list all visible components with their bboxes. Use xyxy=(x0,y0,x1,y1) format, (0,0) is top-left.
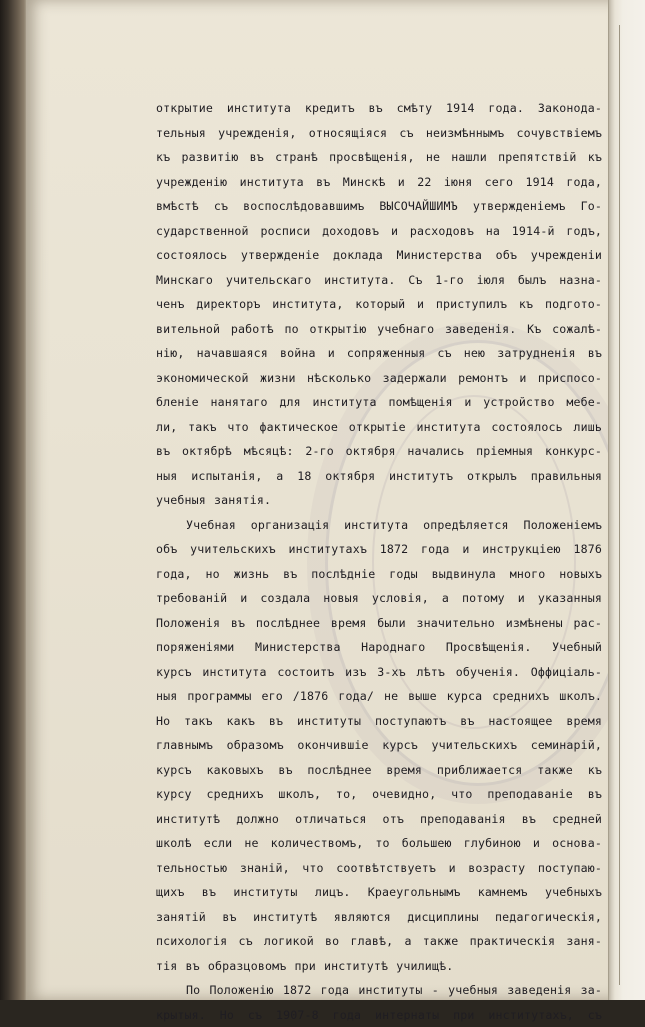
text-line: вмѣстѣ съ воспослѣдовавшимъ ВЫСОЧАЙШИМЪ утвержденіемъ Го- xyxy=(156,194,602,219)
text-line: бленіе нанятаго для института помѣщенія и устройство мебе- xyxy=(156,390,602,415)
text-line: главнымъ образомъ окончившіе курсъ учительскихъ семинарій, xyxy=(156,733,602,758)
text-line: тельныя учрежденія, относящіяся съ неизмѣннымъ сочувствіемъ xyxy=(156,121,602,146)
text-line: курсу среднихъ школъ, то, очевидно, что преподаваніе въ xyxy=(156,782,602,807)
text-line: Положенія въ послѣднее время были значительно измѣнены рас- xyxy=(156,611,602,636)
text-line: Минскаго учительскаго института. Съ 1-го іюля былъ назна- xyxy=(156,268,602,293)
text-line: нію, начавшаяся война и сопряженныя съ нею затрудненія въ xyxy=(156,341,602,366)
text-line: ныя испытанія, а 18 октября институтъ открылъ правильныя xyxy=(156,464,602,489)
text-line: курсъ института состоитъ изъ 3-хъ лѣтъ обученія. Оффиціаль- xyxy=(156,660,602,685)
text-line: ныя программы его /1876 года/ не выше курса среднихъ школъ. xyxy=(156,684,602,709)
text-line: въ октябрѣ мѣсяцѣ: 2-го октября начались пріемныя конкурс- xyxy=(156,439,602,464)
text-line: ли, такъ что фактическое открытіе института состоялось лишь xyxy=(156,415,602,440)
text-line: требованій и создала новыя условія, а потому и указанныя xyxy=(156,586,602,611)
text-line: объ учительскихъ институтахъ 1872 года и инструкціею 1876 xyxy=(156,537,602,562)
text-line: учебныя занятія. xyxy=(156,488,602,513)
text-line: тія въ образцовомъ при институтѣ училищѣ. xyxy=(156,954,602,979)
text-line: курсъ каковыхъ въ послѣднее время приближается также къ xyxy=(156,758,602,783)
text-line: крытыя. Но съ 1907-8 года интернаты при институтахъ, съ xyxy=(156,1003,602,1027)
text-line: школѣ если не количествомъ, то большею глубиною и основа- xyxy=(156,831,602,856)
document-body xyxy=(156,96,602,1027)
text-line: тельностью знаній, что соотвѣтствуетъ и возрасту поступаю- xyxy=(156,856,602,881)
text-line: вительной работѣ по открытію учебнаго заведенія. Къ сожалѣ- xyxy=(156,317,602,342)
text-line: къ развитію въ странѣ просвѣщенія, не нашли препятствій къ xyxy=(156,145,602,170)
text-line: сударственной росписи доходовъ и расходовъ на 1914-й годъ, xyxy=(156,219,602,244)
text-line: состоялось утвержденіе доклада Министерства объ учрежденіи xyxy=(156,243,602,268)
paragraph-start-line: Учебная организація института опредѣляется Положеніемъ xyxy=(156,513,602,538)
text-line: поряженіями Министерства Народнаго Просвѣщенія. Учебный xyxy=(156,635,602,660)
text-line: открытие института кредитъ въ смѣту 1914 года. Законода- xyxy=(156,96,602,121)
paragraph-start-line: По Положенію 1872 года институты - учебныя заведенія за- xyxy=(156,978,602,1003)
text-line: учрежденію института въ Минскѣ и 22 іюня сего 1914 года, xyxy=(156,170,602,195)
text-line: экономической жизни нѣсколько задержали ремонтъ и приспосо- xyxy=(156,366,602,391)
text-line: институтѣ должно отличаться отъ преподаванія въ средней xyxy=(156,807,602,832)
text-line: психологія съ логикой во главѣ, а также практическія заня- xyxy=(156,929,602,954)
next-page-edge xyxy=(608,0,645,1000)
text-line: занятій въ институтѣ являются дисциплины педагогическія, xyxy=(156,905,602,930)
text-line: ченъ директоръ института, который и приступилъ къ подгото- xyxy=(156,292,602,317)
text-line: Но такъ какъ въ институты поступаютъ въ настоящее время xyxy=(156,709,602,734)
text-line: щихъ въ институты лицъ. Краеугольнымъ камнемъ учебныхъ xyxy=(156,880,602,905)
text-line: года, но жизнь въ послѣдніе годы выдвинула много новыхъ xyxy=(156,562,602,587)
